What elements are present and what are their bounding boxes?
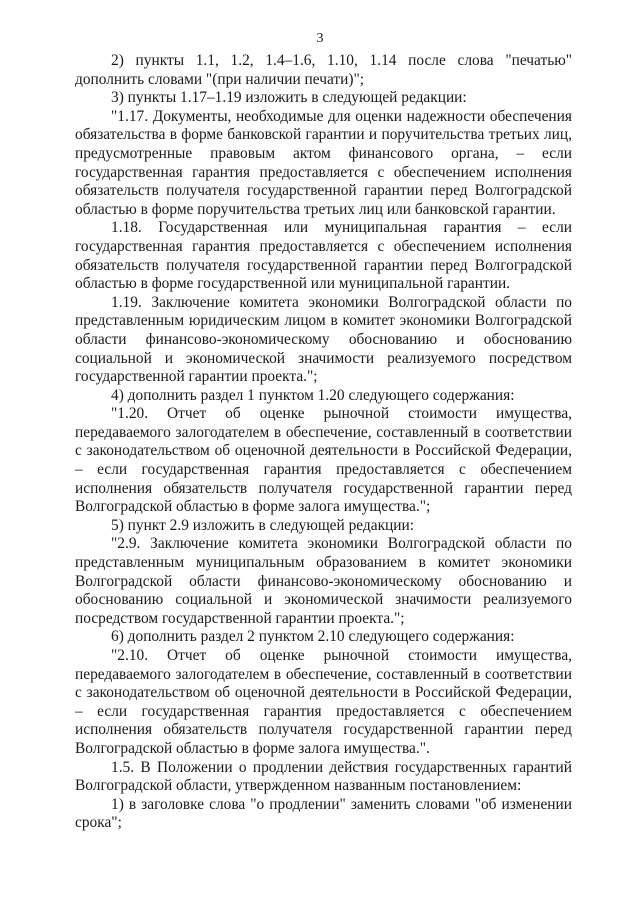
paragraph-clause-2-10: "2.10. Отчет об оценке рыночной стоимости имущества, передаваемого залогодателем в обеспечение, составленный в соответствии с законодательством об оценочной деятельности в Российской Федерации, – если государственная гарантия предоставляется с обеспечением исполнения обязательств получателя государственной гарантии перед Волгоградской областью в форме залога имущества.".: [75, 647, 572, 757]
page-number: 3: [316, 31, 324, 46]
paragraph-item-6: 6) дополнить раздел 2 пунктом 2.10 следующего содержания:: [111, 628, 515, 646]
paragraph-item-4: 4) дополнить раздел 1 пунктом 1.20 следующего содержания:: [111, 386, 515, 404]
paragraph-clause-1-17: "1.17. Документы, необходимые для оценки надежности обеспечения обязательства в форме банковской гарантии и поручительства третьих лиц, предусмотренные правовым актом финансового органа, – если государственная гарантия предоставляется с обеспечением исполнения обязательств получателя государственной гарантии перед Волгоградской областью в форме поручительства третьих лиц или банковской гарантии.: [75, 107, 572, 218]
paragraph-clause-1-19: 1.19. Заключение комитета экономики Волгоградской области по представленным юридическим лицом в комитет экономики Волгоградской области финансово-экономическому обоснованию и обоснованию социальной и экономической значимости реализуемого посредством государственной гарантии проекта.";: [75, 293, 572, 386]
document-body: [75, 52, 572, 833]
paragraph-clause-1-20: "1.20. Отчет об оценке рыночной стоимости имущества, передаваемого залогодателем в обеспечение, составленный в соответствии с законодательством об оценочной деятельности в Российской Федерации, – если государственная гарантия предоставляется с обеспечением исполнения обязательств получателя государственной гарантии перед Волгоградской областью в форме залога имущества.";: [75, 405, 572, 516]
paragraph-clause-2-9: "2.9. Заключение комитета экономики Волгоградской области по представленным муниципальным образованием в комитет экономики Волгоградской области финансово-экономическому обоснованию и обоснованию социальной и экономической значимости реализуемого посредством государственной гарантии проекта.";: [75, 535, 572, 627]
paragraph-item-2: 2) пункты 1.1, 1.2, 1.4–1.6, 1.10, 1.14 после слова "печатью" дополнить словами "(при наличии печати)";: [75, 52, 572, 88]
paragraph-section-1-5: 1.5. В Положении о продлении действия государственных гарантий Волгоградской области, утвержденном названным постановлением:: [75, 758, 572, 795]
paragraph-item-3: 3) пункты 1.17–1.19 изложить в следующей редакции:: [111, 89, 467, 107]
paragraph-item-5: 5) пункт 2.9 изложить в следующей редакции:: [111, 516, 415, 534]
paragraph-clause-1-18: 1.18. Государственная или муниципальная гарантия – если государственная гарантия предоставляется с обеспечением исполнения обязательств получателя государственной гарантии перед Волгоградской областью в форме государственной или муниципальной гарантии.: [75, 219, 572, 293]
paragraph-item-1: 1) в заголовке слова "о продлении" заменить словами "об изменении срока";: [75, 795, 572, 832]
